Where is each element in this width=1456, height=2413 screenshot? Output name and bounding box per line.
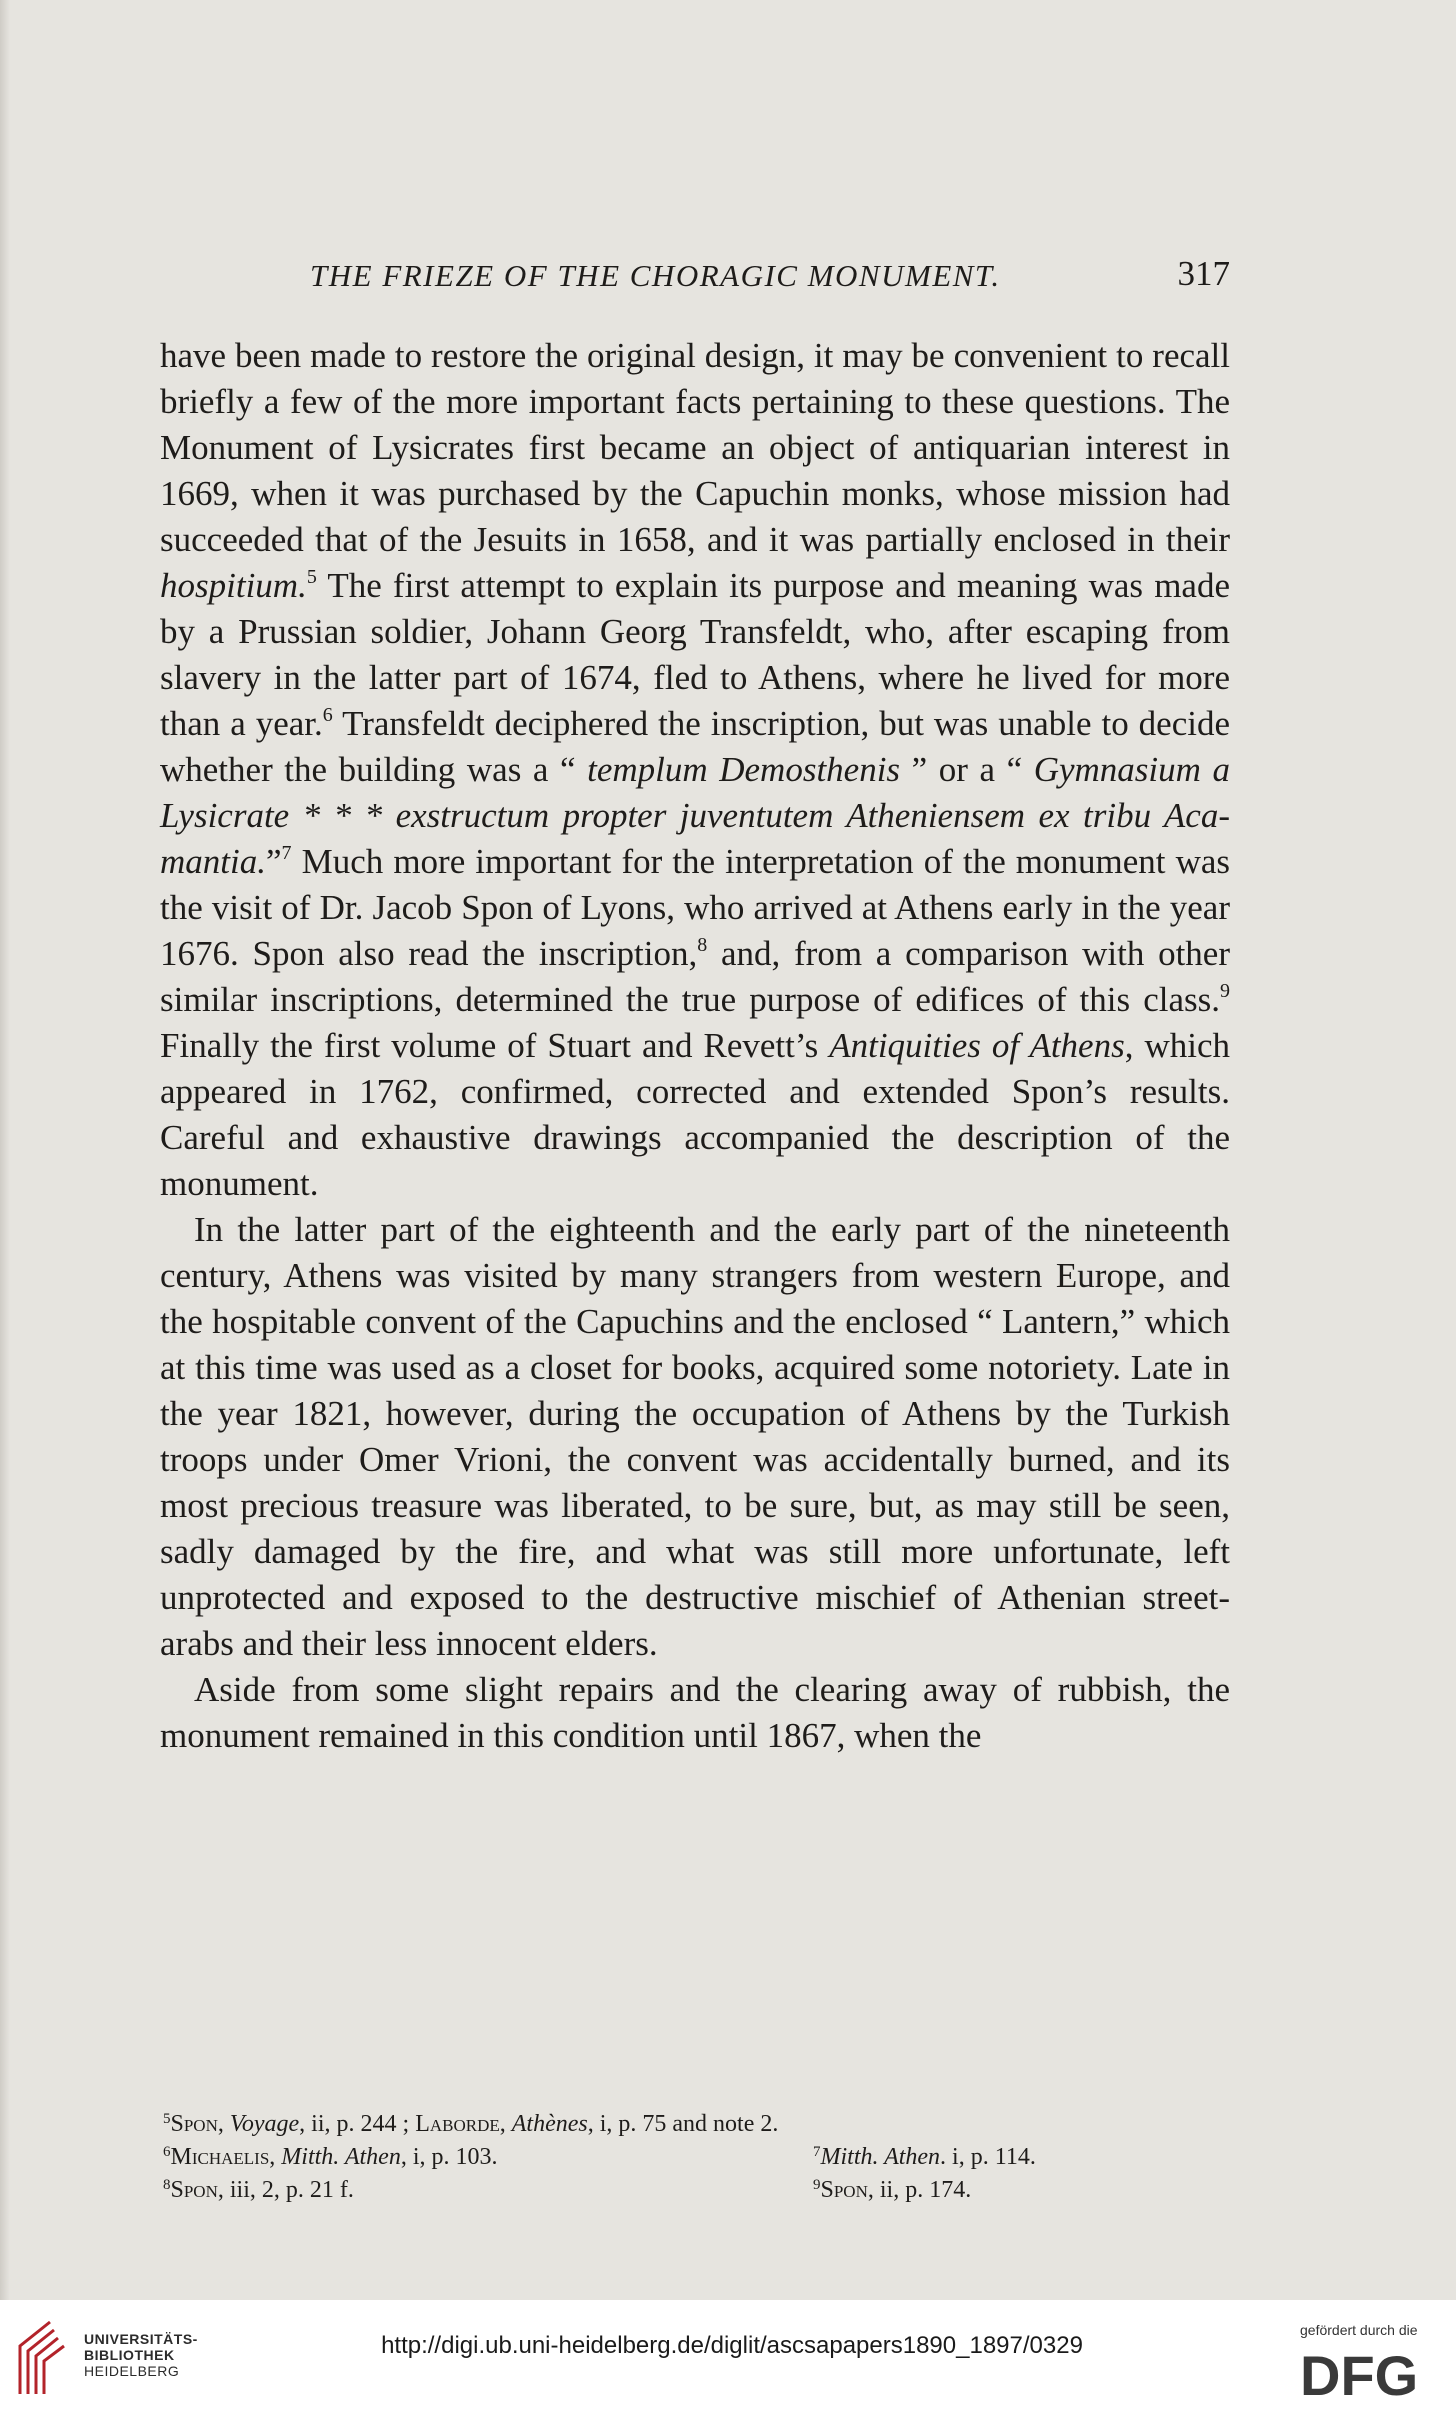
- library-name-line: UNIVERSITÄTS-: [84, 2331, 198, 2347]
- dfg-logo-text: DFG: [1300, 2345, 1419, 2401]
- italic-text: Antiquities of Athens: [829, 1026, 1125, 1065]
- text-run: Transfeldt deciphered the inscription, but was unable to decide whether the building was a “: [160, 704, 1231, 789]
- footnote-ref: , i, p. 103.: [400, 2144, 498, 2170]
- library-name-line: BIBLIOTHEK: [84, 2347, 175, 2363]
- footnote-row: [163, 2174, 1233, 2207]
- footnote-title: Mitth. Athen: [820, 2144, 941, 2170]
- footnote-ref: , ii, p. 244 ;: [299, 2111, 416, 2137]
- footnote-title: Voyage: [229, 2111, 300, 2137]
- footnote-reference: 5: [306, 566, 317, 588]
- footnote-sep: ,: [269, 2144, 282, 2170]
- footnote-ref: , i, p. 75 and note 2.: [587, 2111, 779, 2137]
- footnote-8: [163, 2174, 813, 2207]
- text-run: Finally the first volume of Stuart and Revett’s: [160, 1026, 830, 1065]
- footnote-reference: 6: [322, 704, 333, 726]
- text-run: have been made to restore the original design, it may be convenient to recall briefly a few of the more important facts pertaining to these questions. The Monument of Lysicrates first became an object of antiquarian interest in 1669, when it was purchased by the Capuchin monks, whose mission had succeeded that of the Jesuits in 1658, and it was partially enclosed in their: [160, 336, 1230, 559]
- text-run: , which appeared in 1762, confirmed, corrected and extended Spon’s results. Careful and exhaustive drawings accompanied the description of the monument.: [160, 1026, 1230, 1203]
- page-gutter-shadow: [0, 0, 10, 2300]
- text-run: ” or a “: [900, 750, 1034, 789]
- footnote-ref: , iii, 2, p. 21 f.: [217, 2177, 354, 2203]
- footnote-sep: ,: [499, 2111, 512, 2137]
- footnote-row: [163, 2141, 1233, 2174]
- footnote-5: [163, 2108, 1233, 2141]
- funded-by-label: gefördert durch die: [1300, 2322, 1418, 2338]
- text-run: ”: [265, 842, 282, 881]
- text-run: The first attempt to explain its purpose and meaning was made by a Prussian soldier, Johann Georg Transfeldt, who, after escaping from slavery in the latter part of 1674, fled to Athens, where he lived for more than a year.: [160, 566, 1230, 743]
- text-run: Much more important for the interpretation of the monument was the visit of Dr. Jacob Spon of Lyons, who arrived at Athens early in the year 1676. Spon also read the inscription,: [160, 842, 1230, 973]
- footnote-sep: ,: [217, 2111, 230, 2137]
- footnote-marker: 8: [163, 2177, 171, 2193]
- text-run: Aside from some slight repairs and the clearing away of rubbish, the monument remained in this condition until 1867, when the: [160, 1670, 1230, 1755]
- page-number: 317: [1177, 254, 1230, 293]
- running-head: [160, 254, 1230, 308]
- footnote-6: [163, 2141, 813, 2174]
- dfg-logo-icon: [1298, 2345, 1438, 2401]
- footnote-7: [813, 2141, 1233, 2174]
- library-name: [84, 2331, 198, 2379]
- footnote-ref: . i, p. 114.: [940, 2144, 1036, 2170]
- footnote-marker: 7: [813, 2144, 821, 2160]
- footnote-title: Athènes: [511, 2111, 588, 2137]
- italic-text: templum Demosthenis: [587, 750, 901, 789]
- footnote-9: [813, 2174, 1233, 2207]
- text-run: and, from a comparison with other similar inscriptions, determined the true purpose of edifices of this class.: [160, 934, 1230, 1019]
- italic-text: hospitium.: [160, 566, 307, 605]
- footnote-marker: 9: [813, 2177, 821, 2193]
- footnote-marker: 6: [163, 2144, 171, 2160]
- footnote-author: Spon: [820, 2177, 868, 2203]
- paragraph: [160, 1667, 1230, 1759]
- library-name-line: HEIDELBERG: [84, 2363, 180, 2379]
- footnotes: [163, 2108, 1233, 2207]
- footnote-reference: 7: [281, 842, 292, 864]
- footnote-reference: 8: [697, 934, 708, 956]
- text-run: In the latter part of the eighteenth and the early part of the nineteenth century, Athens was visited by many strangers from western Europe, and the hospitable convent of the Capuchins and the enclosed “ Lantern,” which at this time was used as a closet for books, acquired some notoriety. Late in the year 1821, however, during the occupation of Athens by the Turkish troops under Omer Vrioni, the convent was accidentally burned, and its most precious treasure was liberated, to be sure, but, as may still be seen, sadly damaged by the fire, and what was still more unfortunate, left unprotected and exposed to the destructive mischief of Athenian street-arabs and their less innocent elders.: [160, 1210, 1230, 1663]
- footnote-author: Michaelis: [170, 2144, 270, 2170]
- paragraph: [160, 1207, 1230, 1667]
- footnote-author: Spon: [170, 2111, 218, 2137]
- footnote-marker: 5: [163, 2111, 171, 2127]
- footnote-title: Mitth. Athen: [281, 2144, 401, 2170]
- paragraph: [160, 333, 1230, 1207]
- university-library-logo-icon: [14, 2316, 76, 2396]
- italic-text: Gymnasium a Lysicrate * * * exstructum propter juventutem Atheniensem ex tribu Acamantia.: [160, 750, 1231, 881]
- footnote-author: Spon: [170, 2177, 218, 2203]
- body-text: [160, 333, 1230, 1759]
- footnote-author: Laborde: [415, 2111, 500, 2137]
- permalink-url[interactable]: http://digi.ub.uni-heidelberg.de/diglit/ascsapapers1890_1897/0329: [381, 2332, 1083, 2359]
- footnote-ref: , ii, p. 174.: [867, 2177, 972, 2203]
- running-head-title: THE FRIEZE OF THE CHORAGIC MONUMENT.: [310, 258, 1001, 293]
- footnote-reference: 9: [1220, 980, 1230, 1002]
